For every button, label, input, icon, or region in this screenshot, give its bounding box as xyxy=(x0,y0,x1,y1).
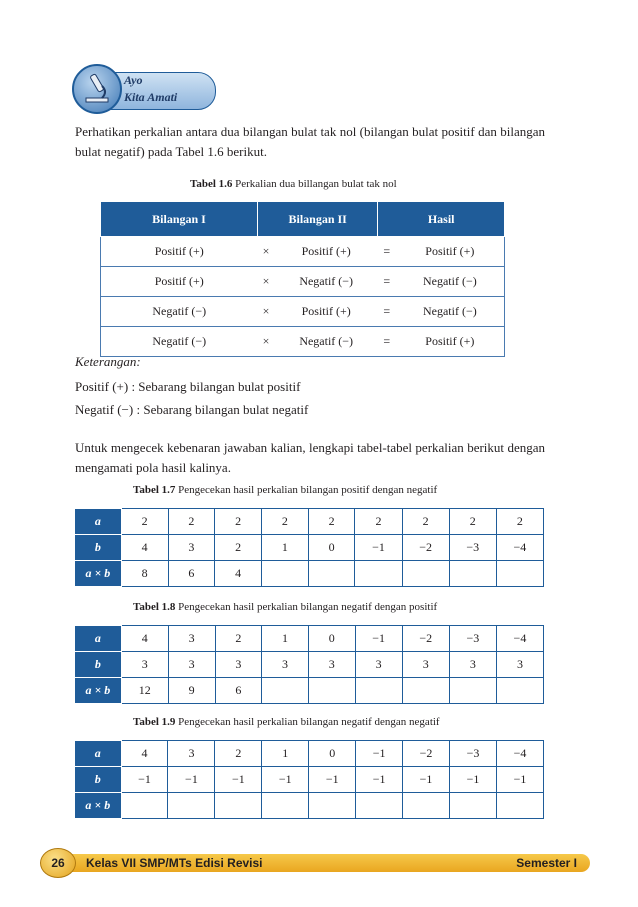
table-cell: −1 xyxy=(496,767,543,793)
table-cell: 4 xyxy=(121,626,168,652)
row-label: a xyxy=(75,509,122,535)
table-cell: −3 xyxy=(449,626,496,652)
table16-cell: Positif (+) xyxy=(396,327,505,357)
table-cell: −3 xyxy=(449,535,496,561)
semester-label: Semester I xyxy=(516,856,577,870)
table-cell xyxy=(496,793,543,819)
keterangan-line1: Positif (+) : Sebarang bilangan bulat positif xyxy=(75,379,301,394)
table17-caption-label: Tabel 1.7 xyxy=(133,484,176,496)
table19-caption-label: Tabel 1.9 xyxy=(133,716,176,728)
table-cell xyxy=(449,678,496,704)
row-label: b xyxy=(75,767,122,793)
table-cell: −3 xyxy=(450,741,497,767)
table-cell: 8 xyxy=(121,561,168,587)
table-cell: 3 xyxy=(168,535,215,561)
table-cell xyxy=(121,793,168,819)
table-row xyxy=(75,626,544,652)
table-cell: 6 xyxy=(168,561,215,587)
table17-caption-text: Pengecekan hasil perkalian bilangan positif dengan negatif xyxy=(175,484,438,496)
badge-line2: Kita Amati xyxy=(124,90,178,104)
table-cell: −1 xyxy=(355,626,402,652)
table-row xyxy=(75,793,544,819)
table-row xyxy=(75,535,544,561)
table-cell: 9 xyxy=(168,678,215,704)
table-cell: 1 xyxy=(262,741,309,767)
table-cell: 0 xyxy=(309,741,356,767)
table-cell: −1 xyxy=(450,767,497,793)
table-cell xyxy=(309,793,356,819)
table16 xyxy=(100,201,505,357)
table16-caption-text: Perkalian dua billangan bulat tak nol xyxy=(232,178,397,190)
table16-cell: = xyxy=(378,267,396,297)
table-cell: 2 xyxy=(215,509,262,535)
table16-header: Bilangan II xyxy=(258,202,378,237)
table-row xyxy=(101,327,505,357)
table-cell: 2 xyxy=(496,509,543,535)
table-cell xyxy=(403,793,450,819)
table-cell: 2 xyxy=(215,626,262,652)
table16-caption-label: Tabel 1.6 xyxy=(190,178,233,190)
table-cell xyxy=(168,793,215,819)
table-row xyxy=(75,741,544,767)
table-cell: 12 xyxy=(121,678,168,704)
table-cell: 2 xyxy=(402,509,449,535)
table16-cell: Positif (+) xyxy=(275,237,378,267)
row-label: a xyxy=(75,626,122,652)
table-cell: 2 xyxy=(215,535,262,561)
table-row xyxy=(75,509,544,535)
microscope-icon xyxy=(72,64,122,114)
table-cell: −1 xyxy=(356,741,403,767)
table-cell xyxy=(215,793,262,819)
table-cell xyxy=(450,793,497,819)
keterangan-title: Keterangan: xyxy=(75,354,141,369)
table16-cell: × xyxy=(258,297,275,327)
table-cell: 2 xyxy=(121,509,168,535)
table-cell: 4 xyxy=(215,561,262,587)
table-cell xyxy=(496,561,543,587)
badge-line1: Ayo xyxy=(124,73,143,87)
table-cell: 3 xyxy=(355,652,402,678)
table-cell: 2 xyxy=(449,509,496,535)
table16-cell: = xyxy=(378,327,396,357)
table-cell xyxy=(496,678,543,704)
table19-caption xyxy=(133,716,440,728)
table-cell: −1 xyxy=(262,767,309,793)
table-cell: 0 xyxy=(308,535,355,561)
row-label: a × b xyxy=(75,678,122,704)
book-title: Kelas VII SMP/MTs Edisi Revisi xyxy=(86,856,263,870)
intro-paragraph: Perhatikan perkalian antara dua bilangan bulat tak nol (bilangan bulat positif dan bilangan bulat negatif) pada Tabel 1.6 berikut. xyxy=(75,124,545,159)
table19 xyxy=(74,740,544,819)
table16-header: Bilangan I xyxy=(101,202,258,237)
row-label: a × b xyxy=(75,561,122,587)
table-cell xyxy=(308,678,355,704)
table-cell: 6 xyxy=(215,678,262,704)
table-cell: −1 xyxy=(356,767,403,793)
table-cell xyxy=(355,561,402,587)
instruction-paragraph: Untuk mengecek kebenaran jawaban kalian, lengkapi tabel-tabel perkalian berikut dengan mengamati pola hasil kalinya. xyxy=(75,440,545,475)
table16-cell: Positif (+) xyxy=(275,297,378,327)
table-cell: 2 xyxy=(215,741,262,767)
table-cell: 4 xyxy=(121,741,168,767)
table-cell: −2 xyxy=(402,626,449,652)
table-cell: 3 xyxy=(215,652,262,678)
row-label: b xyxy=(75,652,122,678)
table16-header: Hasil xyxy=(378,202,505,237)
page-footer xyxy=(40,848,605,876)
table-cell xyxy=(355,678,402,704)
row-label: b xyxy=(75,535,122,561)
table-row xyxy=(75,678,544,704)
table-row xyxy=(101,267,505,297)
table-cell xyxy=(402,678,449,704)
table17 xyxy=(74,508,544,587)
table-cell: −4 xyxy=(496,626,543,652)
table18 xyxy=(74,625,544,704)
table16-cell: Positif (+) xyxy=(101,267,258,297)
table-cell: 3 xyxy=(496,652,543,678)
table-cell: −1 xyxy=(121,767,168,793)
table-cell xyxy=(356,793,403,819)
table-cell: 0 xyxy=(308,626,355,652)
table18-caption-text: Pengecekan hasil perkalian bilangan negatif dengan positif xyxy=(175,601,438,613)
table-cell: 2 xyxy=(308,509,355,535)
table-row xyxy=(75,561,544,587)
table17-caption xyxy=(133,484,437,496)
row-label: a × b xyxy=(75,793,122,819)
table-cell: −1 xyxy=(355,535,402,561)
table-row xyxy=(101,237,505,267)
table-cell: −1 xyxy=(215,767,262,793)
table-cell: −2 xyxy=(403,741,450,767)
table16-cell: Positif (+) xyxy=(396,237,505,267)
table-cell xyxy=(262,678,309,704)
table16-cell: × xyxy=(258,237,275,267)
table18-caption-label: Tabel 1.8 xyxy=(133,601,176,613)
table18-caption xyxy=(133,601,437,613)
table16-cell: × xyxy=(258,327,275,357)
table-cell xyxy=(308,561,355,587)
table-cell: 2 xyxy=(261,509,308,535)
table-row xyxy=(75,767,544,793)
page-number: 26 xyxy=(40,848,76,878)
table-cell: −1 xyxy=(309,767,356,793)
table-cell: −1 xyxy=(168,767,215,793)
table-cell: 3 xyxy=(262,652,309,678)
table16-cell: Positif (+) xyxy=(101,237,258,267)
table16-cell: Negatif (−) xyxy=(275,267,378,297)
table-cell: 2 xyxy=(168,509,215,535)
table16-cell: = xyxy=(378,297,396,327)
table-cell: 1 xyxy=(261,535,308,561)
row-label: a xyxy=(75,741,122,767)
table-row xyxy=(101,297,505,327)
table-cell: 3 xyxy=(402,652,449,678)
table16-cell: Negatif (−) xyxy=(396,267,505,297)
ayo-kita-amati-badge xyxy=(72,58,218,110)
table19-caption-text: Pengecekan hasil perkalian bilangan negatif dengan negatif xyxy=(175,716,440,728)
table-cell: 3 xyxy=(168,626,215,652)
table-cell: −2 xyxy=(402,535,449,561)
table-cell: 3 xyxy=(168,652,215,678)
table-cell xyxy=(449,561,496,587)
table-cell: 3 xyxy=(168,741,215,767)
table16-cell: = xyxy=(378,237,396,267)
table-cell: 3 xyxy=(449,652,496,678)
table16-cell: Negatif (−) xyxy=(101,297,258,327)
table-cell: −4 xyxy=(496,741,543,767)
table16-cell: Negatif (−) xyxy=(275,327,378,357)
badge-title xyxy=(124,72,177,106)
table-cell: 3 xyxy=(308,652,355,678)
table-cell: 1 xyxy=(262,626,309,652)
table-cell: 3 xyxy=(121,652,168,678)
keterangan-line2: Negatif (−) : Sebarang bilangan bulat negatif xyxy=(75,402,309,417)
table-cell: 4 xyxy=(121,535,168,561)
table16-cell: Negatif (−) xyxy=(396,297,505,327)
table16-cell: × xyxy=(258,267,275,297)
table16-caption xyxy=(190,178,397,190)
table-cell: −4 xyxy=(496,535,543,561)
table-cell: −1 xyxy=(403,767,450,793)
table-row xyxy=(75,652,544,678)
table-cell xyxy=(261,561,308,587)
table-cell xyxy=(262,793,309,819)
table-cell: 2 xyxy=(355,509,402,535)
table-cell xyxy=(402,561,449,587)
table16-cell: Negatif (−) xyxy=(101,327,258,357)
